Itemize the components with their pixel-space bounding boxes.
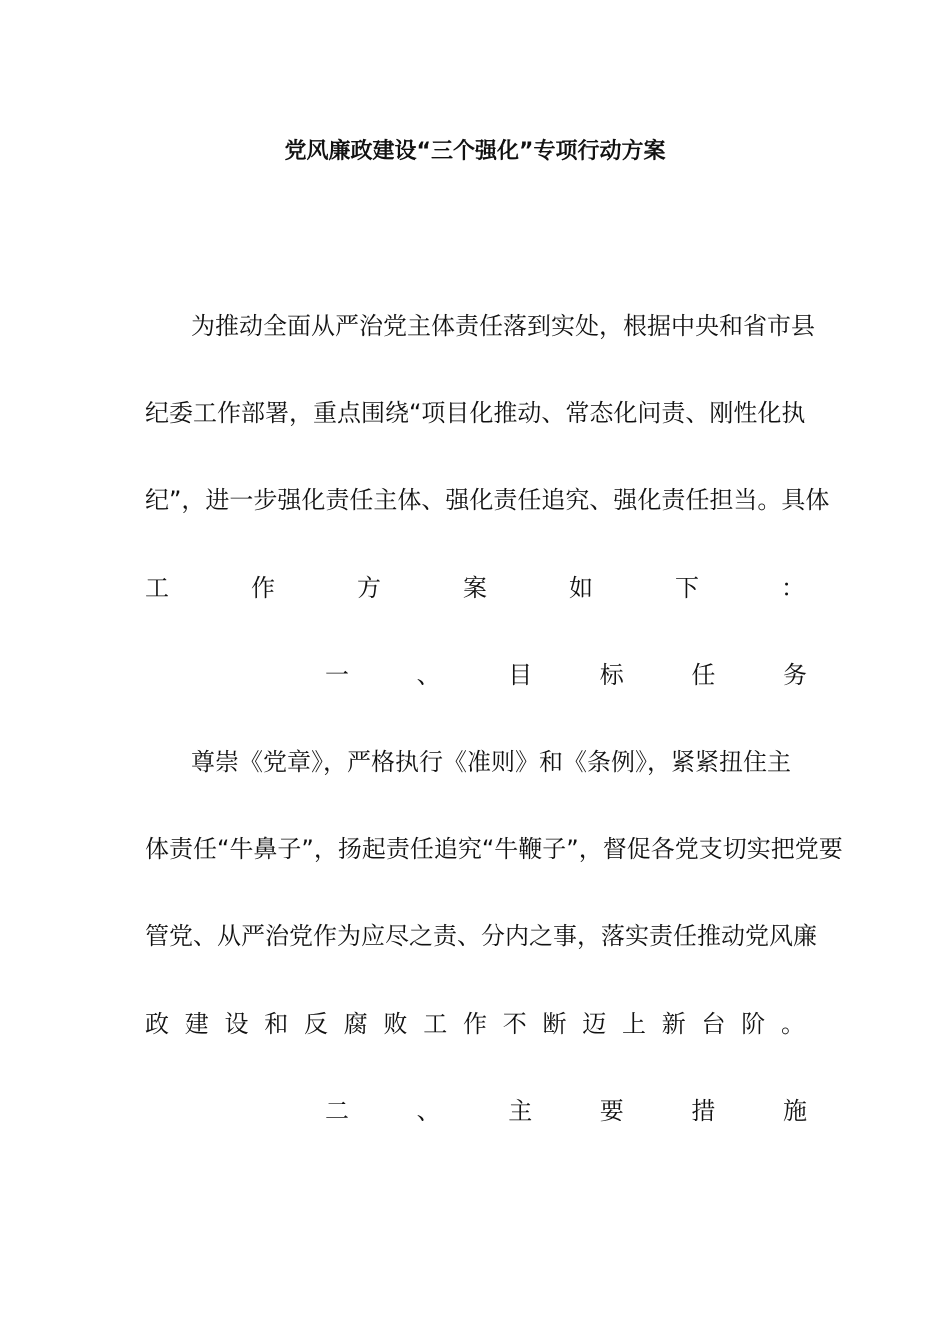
char: 败 — [383, 1010, 408, 1038]
char: 作 — [251, 574, 275, 602]
char: 政 — [145, 1010, 169, 1038]
paragraph-1-line-4 — [145, 568, 805, 608]
document-title: 党风廉政建设“三个强化”专项行动方案 — [284, 139, 666, 164]
paragraph-2-line-4 — [145, 1004, 805, 1044]
paragraph-1-line-3: 纪”，进一步强化责任主体、强化责任追究、强化责任担当。具体 — [145, 486, 830, 514]
paragraph-1-line-2: 纪委工作部署，重点围绕“项目化推动、常态化问责、刚性化执 — [145, 399, 806, 427]
char: 腐 — [343, 1010, 368, 1038]
char: 标 — [599, 661, 624, 689]
char: 作 — [463, 1010, 487, 1038]
char: 。 — [781, 1010, 805, 1038]
char: 案 — [463, 574, 487, 602]
char: 阶 — [741, 1010, 766, 1038]
char: 、 — [416, 661, 441, 689]
char: 迈 — [582, 1010, 607, 1038]
char: 二 — [325, 1097, 349, 1125]
char: 不 — [502, 1010, 527, 1038]
char: 方 — [357, 574, 381, 602]
char: 措 — [691, 1097, 716, 1125]
paragraph-1-line-1: 为推动全面从严治党主体责任落到实处，根据中央和省市县 — [191, 312, 815, 340]
char: 反 — [304, 1010, 328, 1038]
char: 务 — [782, 661, 807, 689]
char: 目 — [508, 661, 533, 689]
char: 断 — [542, 1010, 567, 1038]
section-heading-1 — [325, 655, 807, 695]
char: 台 — [701, 1010, 726, 1038]
char: 建 — [184, 1010, 209, 1038]
char: 如 — [569, 574, 593, 602]
char: 和 — [264, 1010, 289, 1038]
paragraph-2-line-2: 体责任“牛鼻子”，扬起责任追究“牛鞭子”，督促各党支切实把党要 — [145, 835, 843, 863]
char: 设 — [224, 1010, 249, 1038]
char: 下 — [675, 574, 699, 602]
char: 工 — [423, 1010, 448, 1038]
char: 新 — [661, 1010, 686, 1038]
char: ： — [781, 574, 805, 602]
char: 一 — [325, 661, 349, 689]
char: 施 — [782, 1097, 807, 1125]
paragraph-2-line-3: 管党、从严治党作为应尽之责、分内之事，落实责任推动党风廉 — [145, 922, 817, 950]
char: 任 — [691, 661, 716, 689]
paragraph-2-line-1: 尊崇《党章》，严格执行《准则》和《条例》，紧紧扭住主 — [191, 748, 791, 776]
section-heading-2 — [325, 1091, 807, 1131]
char: 工 — [145, 574, 169, 602]
char: 、 — [416, 1097, 441, 1125]
char: 要 — [599, 1097, 624, 1125]
char: 主 — [508, 1097, 533, 1125]
char: 上 — [622, 1010, 646, 1038]
